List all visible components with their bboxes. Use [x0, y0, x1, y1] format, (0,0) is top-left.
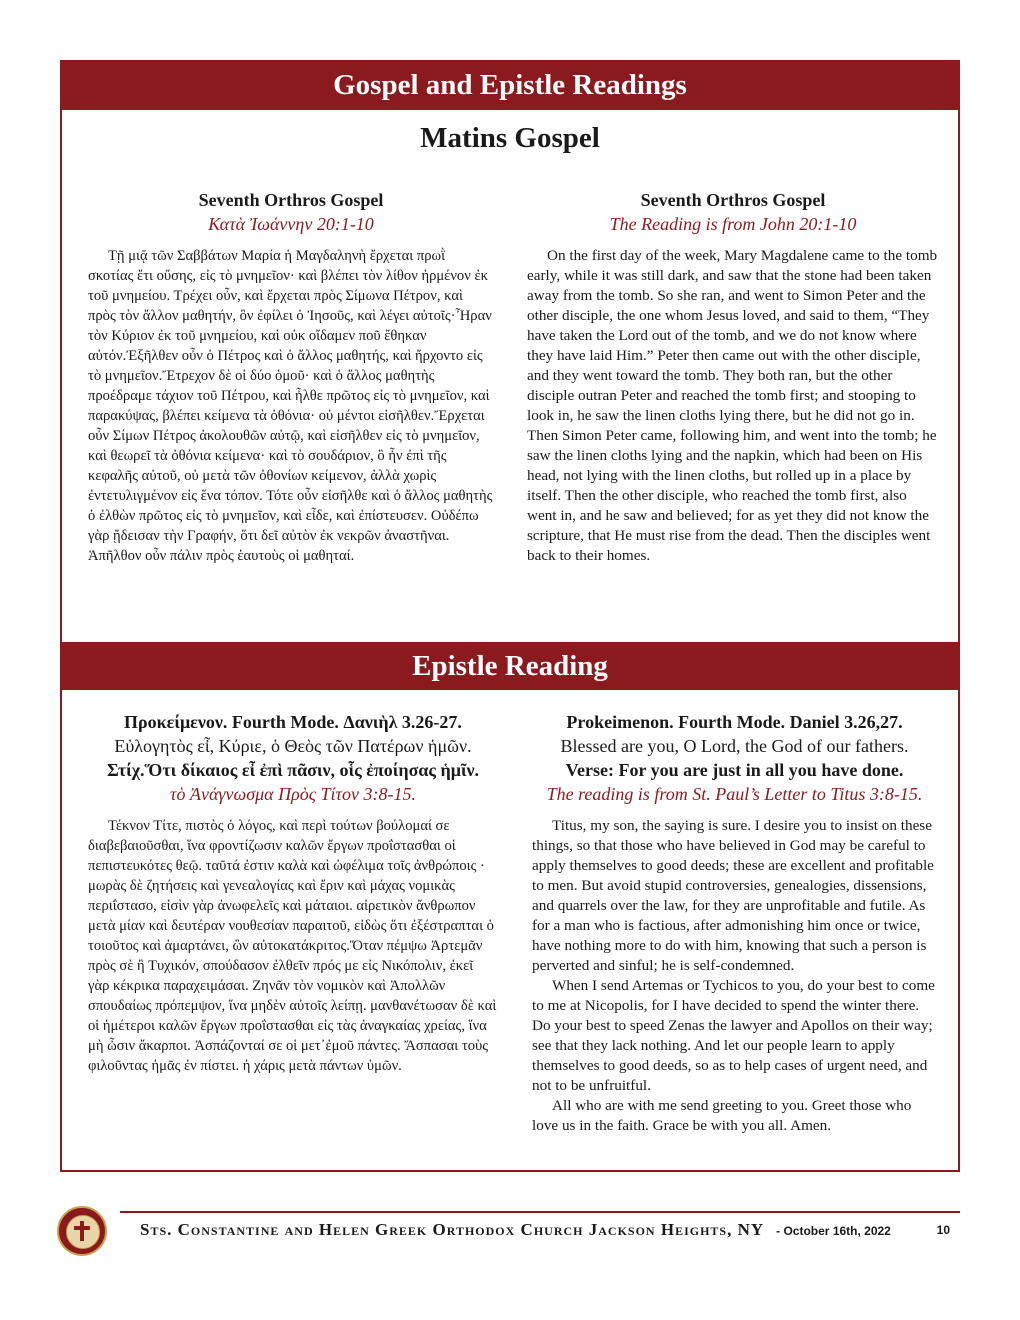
epistle-english-text: [532, 816, 937, 1136]
epistle-banner: Epistle Reading: [60, 642, 960, 690]
seal-cross-vertical: [80, 1221, 84, 1241]
footer-rule: [120, 1211, 960, 1213]
matins-greek-paragraph: Τῇ μιᾷ τῶν Σαββάτων Μαρία ἡ Μαγδαληνὴ ἔρχεται πρωῒ σκοτίας ἔτι οὔσης, εἰς τὸ μνημεῖον· καὶ βλέπει τὸν λίθον ἠρμένον ἐκ τοῦ μνημείου. Τρέχει οὖν, καὶ ἔρχεται πρὸς Σίμωνα Πέτρον, καὶ πρὸς τὸν ἄλλον μαθητήν, ὃν ἐφίλει ὁ Ἰησοῦς, καὶ λέγει αὐτοῖς·Ἦραν τὸν Κύριον ἐκ τοῦ μνημείου, καὶ οὐκ οἴδαμεν ποῦ ἔθηκαν αὐτόν.Ἐξῆλθεν οὖν ὁ Πέτρος καὶ ὁ ἄλλος μαθητής, καὶ ἤρχοντο εἰς τὸ μνημεῖον.Ἔτρεχον δὲ οἱ δύο ὁμοῦ· καὶ ὁ ἄλλος μαθητὴς προέδραμε τάχιον τοῦ Πέτρου, καὶ ἦλθε πρῶτος εἰς τὸ μνημεῖον, καὶ παρακύψας, βλέπει κείμενα τὰ ὀθόνια· οὐ μέντοι εἰσῆλθεν.Ἔρχεται οὖν Σίμων Πέτρος ἀκολουθῶν αὐτῷ, καὶ εἰσῆλθεν εἰς τὸ μνημεῖον, καὶ θεωρεῖ τὰ ὀθόνια κείμενα· καὶ τὸ σουδάριον, ὃ ἦν ἐπὶ τῆς κεφαλῆς αὐτοῦ, οὐ μετὰ τῶν ὀθονίων κείμενον, ἀλλὰ χωρὶς ἐντετυλιγμένον εἰς ἕνα τόπον. Τότε οὖν εἰσῆλθε καὶ ὁ ἄλλος μαθητὴς ὁ ἐλθὼν πρῶτος εἰς τὸ μνημεῖον, καὶ εἶδε, καὶ ἐπίστευσεν. Οὐδέπω γὰρ ᾔδεισαν τὴν Γραφήν, ὅτι δεῖ αὐτὸν ἐκ νεκρῶν ἀναστῆναι. Ἀπῆλθον οὖν πάλιν πρὸς ἑαυτοὺς οἱ μαθηταί.: [88, 248, 493, 564]
matins-greek-text: [88, 246, 494, 566]
church-seal-icon: [57, 1206, 107, 1256]
matins-english-text: [527, 246, 939, 566]
matins-gospel-title: Matins Gospel: [420, 122, 600, 154]
header-banner: Gospel and Epistle Readings: [60, 60, 960, 110]
epistle-greek-text: [88, 816, 498, 1076]
seal-cross-horizontal: [74, 1226, 90, 1230]
epistle-english-verse1: Blessed are you, O Lord, the God of our fathers.: [560, 736, 909, 756]
epistle-greek-verse1: Εὐλογητὸς εἶ, Κύριε, ὁ Θεὸς τῶν Πατέρων ἡμῶν.: [114, 736, 472, 756]
epistle-english-paragraph: When I send Artemas or Tychicos to you, do your best to come to me at Nicopolis, for I have decided to spend the winter there. Do your best to speed Zenas the lawyer and Apollos on their way; see that they lack nothing. And let our people learn to apply themselves to good deeds, so as to help cases of urgent need, and not to be unfruitful.: [532, 977, 935, 1094]
footer-church-name: Sts. Constantine and Helen Greek Orthodox Church Jackson Heights, NY: [140, 1220, 765, 1239]
matins-english-reference: The Reading is from John 20:1-10: [609, 214, 857, 234]
epistle-greek-reference: τὸ Ἀνάγνωσμα Πρὸς Τίτον 3:8-15.: [170, 784, 416, 804]
epistle-greek-prokeimenon: Προκείμενον. Fourth Mode. Δανιὴλ 3.26-27.: [124, 712, 462, 732]
matins-english-paragraph: On the first day of the week, Mary Magdalene came to the tomb early, while it was still dark, and saw that the stone had been taken away from the tomb. So she ran, and went to Simon Peter and the other disciple, the one whom Jesus loved, and said to them, “They have taken the Lord out of the tomb, and we do not know where they have laid Him.” Peter then came out with the other disciple, and they went toward the tomb. They both ran, but the other disciple outran Peter and reached the tomb first; and stooping to look in, he saw the linen cloths lying there, but he did not go in. Then Simon Peter came, following him, and went into the tomb; he saw the linen cloths lying and the napkin, which had been on His head, not lying with the linen cloths, but rolled up in a place by itself. Then the other disciple, who reached the tomb first, also went in, and he saw and believed; for as yet they did not know the scripture, that He must rise from the dead. Then the disciples went back to their homes.: [527, 247, 938, 564]
footer: [140, 1220, 960, 1246]
epistle-english-paragraph: All who are with me send greeting to you. Greet those who love us in the faith. Grace be with you all. Amen.: [532, 1097, 912, 1134]
seal-inner: [66, 1215, 100, 1249]
epistle-english-prokeimenon: Prokeimenon. Fourth Mode. Daniel 3.26,27.: [566, 712, 903, 732]
epistle-greek-column: [88, 710, 498, 1076]
matins-greek-heading: Seventh Orthros Gospel: [198, 190, 384, 210]
matins-english-column: [527, 188, 939, 566]
page-number: 10: [936, 1223, 950, 1237]
epistle-english-paragraph: Titus, my son, the saying is sure. I desire you to insist on these things, so that those who have believed in God may be careful to apply themselves to good deeds; these are excellent and profitable to men. But avoid stupid controversies, genealogies, dissensions, and quarrels over the law, for they are unprofitable and futile. As for a man who is factious, after admonishing him once or twice, have nothing more to do with him, knowing that such a person is perverted and sinful; he is self-condemned.: [532, 817, 934, 974]
matins-greek-column: [88, 188, 494, 566]
epistle-greek-verse2: Στίχ.Ὅτι δίκαιος εἶ ἐπὶ πᾶσιν, οἷς ἐποίησας ἡμῖν.: [106, 760, 480, 780]
epistle-greek-paragraph: Τέκνον Τίτε, πιστὸς ὁ λόγος, καὶ περὶ τούτων βούλομαί σε διαβεβαιοῦσθαι, ἵνα φροντίζωσιν καλῶν ἔργων προΐστασθαι οἱ πεπιστευκότες θεῷ. ταῦτά ἐστιν καλὰ καὶ ὠφέλιμα τοῖς ἀνθρώποις · μωρὰς δὲ ζητήσεις καὶ γενεαλογίας καὶ ἔριν καὶ μάχας νομικὰς περιΐστασο, εἰσὶν γὰρ ἀνωφελεῖς καὶ μάταιοι. αἱρετικὸν ἄνθρωπον μετὰ μίαν καὶ δευτέραν νουθεσίαν παραιτοῦ, εἰδὼς ὅτι ἐξέστραπται ὁ τοιοῦτος καὶ ἁμαρτάνει, ὢν αὐτοκατάκριτος.Ὅταν πέμψω Ἀρτεμᾶν πρὸς σὲ ἢ Τυχικόν, σπούδασον ἐλθεῖν πρός με εἰς Νικόπολιν, ἐκεῖ γὰρ κέκρικα παραχειμάσαι. Ζηνᾶν τὸν νομικὸν καὶ Ἀπολλῶν σπουδαίως πρόπεμψον, ἵνα μηδὲν αὐτοῖς λείπῃ. μανθανέτωσαν δὲ καὶ οἱ ἡμέτεροι καλῶν ἔργων προΐστασθαι εἰς τὰς ἀναγκαίας χρείας, ἵνα μὴ ὦσιν ἄκαρποι. Ἀσπάζονταί σε οἱ μετ᾽ἐμοῦ πάντες. Ἄσπασαι τοὺς φιλοῦντας ἡμᾶς ἐν πίστει. ἡ χάρις μετὰ πάντων ὑμῶν.: [88, 818, 497, 1074]
matins-english-heading: Seventh Orthros Gospel: [640, 190, 826, 210]
epistle-english-column: [532, 710, 937, 1136]
epistle-english-verse2: Verse: For you are just in all you have done.: [565, 760, 904, 780]
footer-date: - October 16th, 2022: [776, 1224, 891, 1238]
epistle-english-reference: The reading is from St. Paul’s Letter to Titus 3:8-15.: [546, 784, 923, 804]
matins-greek-reference: Κατὰ Ἰωάννην 20:1-10: [208, 214, 374, 234]
